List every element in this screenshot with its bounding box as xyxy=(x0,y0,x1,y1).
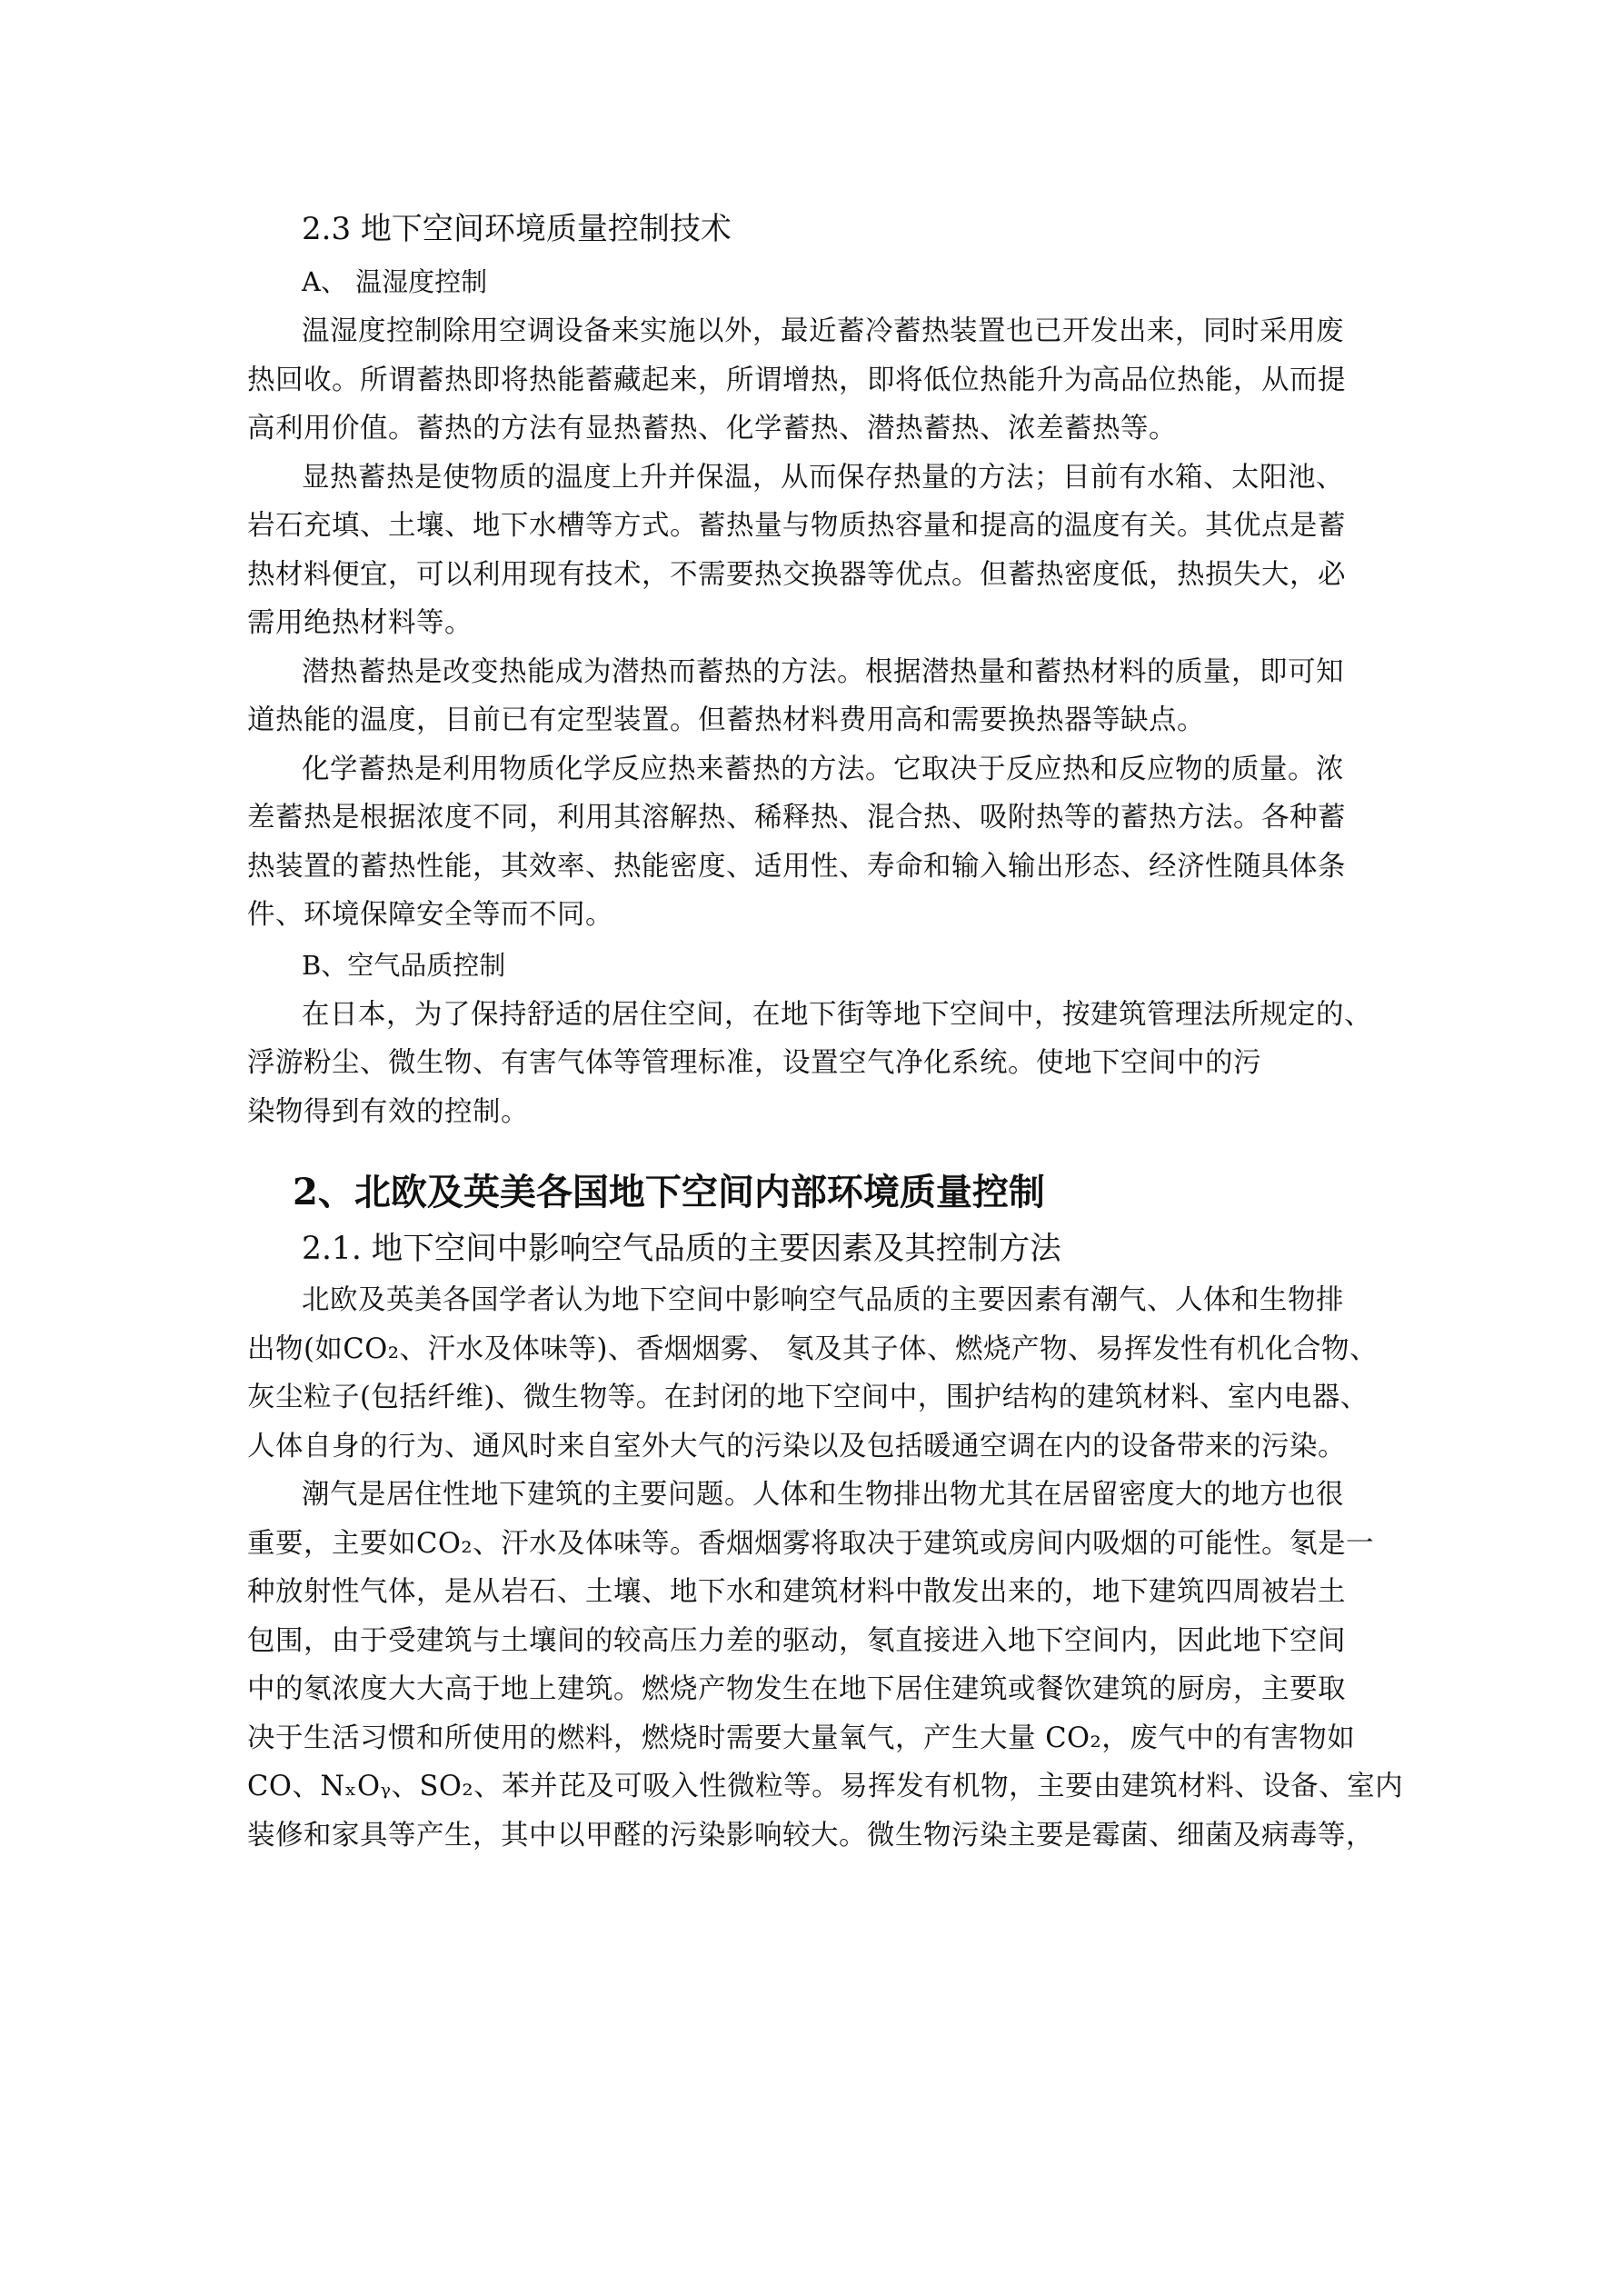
section-heading-2: 2、北欧及英美各国地下空间内部环境质量控制 xyxy=(293,1171,1045,1213)
text-line: 温湿度控制除用空调设备来实施以外，最近蓄冷蓄热装置也已开发出来，同时采用废 xyxy=(302,315,1344,347)
text-line: 灰尘粒子(包括纤维)、微生物等。在封闭的地下空间中，围护结构的建筑材料、室内电器、 xyxy=(247,1382,1369,1413)
section-heading-2-1: 2.1. 地下空间中影响空气品质的主要因素及其控制方法 xyxy=(302,1231,1061,1267)
text-line: 潜热蓄热是改变热能成为潜热而蓄热的方法。根据潜热量和蓄热材料的质量，即可知 xyxy=(302,655,1344,688)
text-line: 热回收。所谓蓄热即将热能蓄藏起来，所谓增热，即将低位热能升为高品位热能，从而提 xyxy=(247,364,1346,396)
text-line: 装修和家具等产生，其中以甲醛的污染影响较大。微生物污染主要是霉菌、细菌及病毒等， xyxy=(247,1819,1374,1852)
text-line: 北欧及英美各国学者认为地下空间中影响空气品质的主要因素有潮气、人体和生物排 xyxy=(302,1284,1344,1316)
section-heading-2-3: 2.3 地下空间环境质量控制技术 xyxy=(302,211,732,247)
subheading-b: B、空气品质控制 xyxy=(302,949,506,981)
text-line: 道热能的温度，目前已有定型装置。但蓄热材料费用高和需要换热器等缺点。 xyxy=(247,704,1205,736)
text-line: 差蓄热是根据浓度不同，利用其溶解热、稀释热、混合热、吸附热等的蓄热方法。各种蓄 xyxy=(247,802,1346,834)
paragraph-7 xyxy=(247,1471,1404,1860)
document-page xyxy=(247,202,1404,1860)
text-line: CO、NₓOᵧ、SO₂、苯并芘及可吸入性微粒等。易挥发有机物，主要由建筑材料、设备、室内 xyxy=(247,1771,1404,1802)
paragraph-3 xyxy=(247,648,1394,745)
text-line: 决于生活习惯和所使用的燃料，燃烧时需要大量氧气，产生大量 CO₂，废气中的有害物如 xyxy=(247,1722,1356,1754)
text-line: 包围，由于受建筑与土壤间的较高压力差的驱动，氡直接进入地下空间内，因此地下空间 xyxy=(247,1624,1346,1657)
paragraph-2 xyxy=(247,454,1394,648)
text-line: 高利用价值。蓄热的方法有显热蓄热、化学蓄热、潜热蓄热、浓差蓄热等。 xyxy=(247,413,1177,444)
paragraph-1 xyxy=(247,307,1394,454)
text-line: 种放射性气体，是从岩石、土壤、地下水和建筑材料中散发出来的，地下建筑四周被岩土 xyxy=(247,1576,1346,1608)
text-line: 人体自身的行为、通风时来自室外大气的污染以及包括暖通空调在内的设备带来的污染。 xyxy=(247,1430,1346,1462)
paragraph-6 xyxy=(247,1276,1394,1471)
text-line: 出物(如CO₂、汗水及体味等)、香烟烟雾、 氡及其子体、燃烧产物、易挥发性有机化合物、 xyxy=(247,1333,1379,1365)
paragraph-5 xyxy=(247,991,1394,1137)
text-line: 需用绝热材料等。 xyxy=(247,607,473,639)
subheading-a: A、 温湿度控制 xyxy=(302,266,488,297)
text-line: 化学蓄热是利用物质化学反应热来蓄热的方法。它取决于反应热和反应物的质量。浓 xyxy=(302,753,1344,785)
text-line: 浮游粉尘、微生物、有害气体等管理标准，设置空气净化系统。使地下空间中的污 xyxy=(247,1047,1261,1079)
text-line: 显热蓄热是使物质的温度上升并保温，从而保存热量的方法；目前有水箱、太阳池、 xyxy=(302,461,1344,494)
paragraph-4 xyxy=(247,745,1394,940)
text-line: 岩石充填、土壤、地下水槽等方式。蓄热量与物质热容量和提高的温度有关。其优点是蓄 xyxy=(247,510,1346,542)
text-line: 热材料便宜，可以利用现有技术，不需要热交换器等优点。但蓄热密度低，热损失大，必 xyxy=(247,558,1346,591)
text-line: 中的氡浓度大大高于地上建筑。燃烧产物发生在地下居住建筑或餐饮建筑的厨房，主要取 xyxy=(247,1673,1346,1705)
text-line: 潮气是居住性地下建筑的主要问题。人体和生物排出物尤其在居留密度大的地方也很 xyxy=(302,1479,1344,1511)
text-line: 热装置的蓄热性能，其效率、热能密度、适用性、寿命和输入输出形态、经济性随具体条 xyxy=(247,850,1346,883)
text-line: 重要，主要如CO₂、汗水及体味等。香烟烟雾将取决于建筑或房间内吸烟的可能性。氡是一 xyxy=(247,1527,1375,1560)
text-line: 件、环境保障安全等而不同。 xyxy=(247,899,613,931)
text-line: 在日本，为了保持舒适的居住空间，在地下街等地下空间中，按建筑管理法所规定的、 xyxy=(302,998,1372,1031)
text-line: 染物得到有效的控制。 xyxy=(247,1095,529,1128)
